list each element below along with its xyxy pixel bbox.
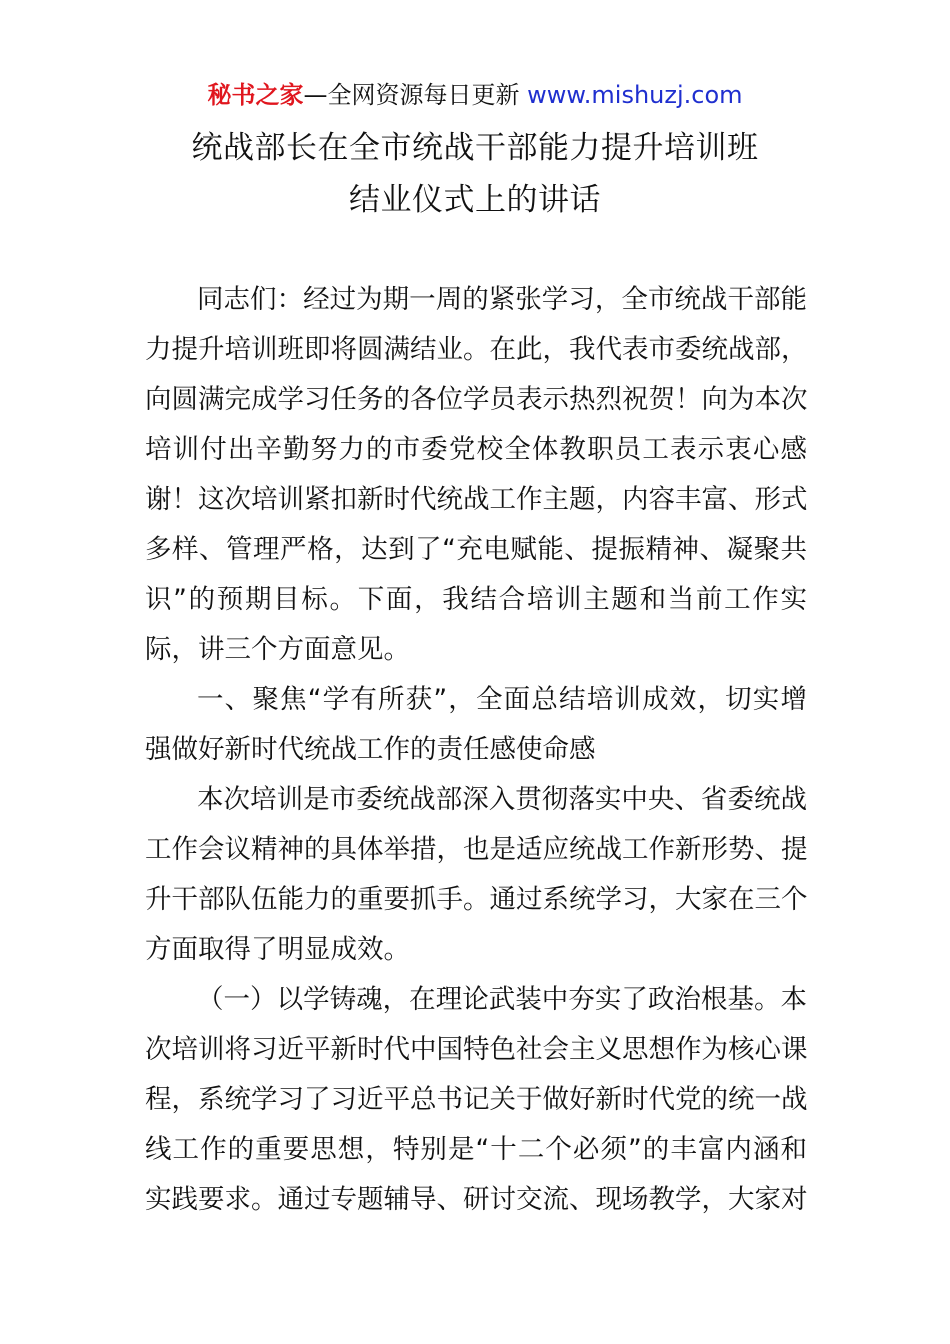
site-url-link[interactable]: www.mishuzj.com [527,81,743,109]
body-line: 实践要求。通过专题辅导、研讨交流、现场教学，大家对 [145,1184,808,1215]
section-heading-line: 一、聚焦“学有所获”，全面总结培训成效，切实增 [197,684,807,715]
body-line: 升干部队伍能力的重要抓手。通过系统学习，大家在三个 [145,884,808,915]
body-line: 培训付出辛勤努力的市委党校全体教职员工表示衷心感 [145,434,807,465]
section-heading-line: 强做好新时代统战工作的责任感使命感 [145,734,596,765]
body-line: 谢！这次培训紧扣新时代统战工作主题，内容丰富、形式 [145,484,808,515]
site-tagline: —全网资源每日更新 [303,81,520,109]
body-line: 多样、管理严格，达到了“充电赋能、提振精神、凝聚共 [145,534,807,565]
document-title-line-1: 统战部长在全市统战干部能力提升培训班 [191,130,759,166]
body-line: 工作会议精神的具体举措，也是适应统战工作新形势、提 [145,834,808,865]
body-line: 力提升培训班即将圆满结业。在此，我代表市委统战部， [145,334,808,365]
body-line: 线工作的重要思想，特别是“十二个必须”的丰富内涵和 [145,1134,807,1165]
site-header [0,78,950,112]
body-line: 次培训将习近平新时代中国特色社会主义思想作为核心课 [145,1034,808,1065]
body-line: 同志们：经过为期一周的紧张学习，全市统战干部能 [197,284,807,315]
body-line: 际，讲三个方面意见。 [145,634,410,665]
body-line: 方面取得了明显成效。 [145,934,410,965]
body-line: 向圆满完成学习任务的各位学员表示热烈祝贺！向为本次 [145,384,808,415]
body-line: 程，系统学习了习近平总书记关于做好新时代党的统一战 [145,1084,808,1115]
site-brand: 秘书之家 [207,81,304,109]
body-line: （一）以学铸魂，在理论武装中夯实了政治根基。本 [197,984,807,1015]
document-title-line-2: 结业仪式上的讲话 [349,182,601,218]
body-line: 本次培训是市委统战部深入贯彻落实中央、省委统战 [197,784,807,815]
body-line: 识”的预期目标。下面，我结合培训主题和当前工作实 [145,584,807,615]
